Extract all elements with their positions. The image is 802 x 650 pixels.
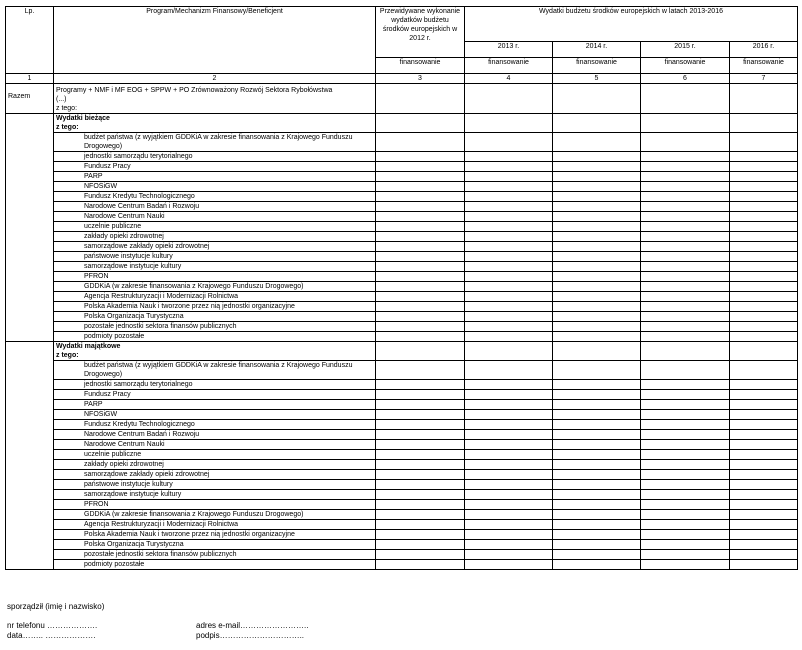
value-cell[interactable] [376, 361, 465, 380]
value-cell[interactable] [641, 262, 730, 272]
value-cell[interactable] [465, 430, 553, 440]
value-cell[interactable] [641, 172, 730, 182]
value-cell[interactable] [553, 192, 641, 202]
value-cell[interactable] [641, 222, 730, 232]
value-cell[interactable] [465, 84, 553, 114]
value-cell[interactable] [730, 520, 798, 530]
value-cell[interactable] [376, 222, 465, 232]
value-cell[interactable] [641, 232, 730, 242]
value-cell[interactable] [553, 114, 641, 133]
value-cell[interactable] [376, 460, 465, 470]
value-cell[interactable] [730, 162, 798, 172]
value-cell[interactable] [641, 390, 730, 400]
value-cell[interactable] [465, 114, 553, 133]
value-cell[interactable] [730, 202, 798, 212]
beneficiary-label: podmioty pozostałe [54, 332, 376, 342]
value-cell[interactable] [641, 114, 730, 133]
value-cell[interactable] [730, 242, 798, 252]
value-cell[interactable] [641, 520, 730, 530]
financing-label: finansowanie [465, 58, 553, 74]
value-cell[interactable] [730, 262, 798, 272]
value-cell[interactable] [641, 560, 730, 570]
value-cell[interactable] [465, 242, 553, 252]
beneficiary-label: samorządowe instytucje kultury [54, 490, 376, 500]
beneficiary-label: Fundusz Pracy [54, 390, 376, 400]
value-cell[interactable] [376, 400, 465, 410]
value-cell[interactable] [730, 302, 798, 312]
value-cell[interactable] [376, 162, 465, 172]
beneficiary-label: budżet państwa (z wyjątkiem GDDKiA w zakresie finansowania z Krajowego Funduszu Drogowego) [54, 361, 376, 380]
header-year-2014: 2014 r. [553, 42, 641, 58]
value-cell[interactable] [730, 390, 798, 400]
value-cell[interactable] [553, 510, 641, 520]
value-cell[interactable] [641, 292, 730, 302]
value-cell[interactable] [465, 560, 553, 570]
value-cell[interactable] [553, 420, 641, 430]
value-cell[interactable] [465, 420, 553, 430]
value-cell[interactable] [465, 490, 553, 500]
header-expected-2012: Przewidywane wykonanie wydatków budżetu środków europejskich w 2012 r. [376, 7, 465, 58]
value-cell[interactable] [465, 152, 553, 162]
value-cell[interactable] [465, 380, 553, 390]
beneficiary-label: jednostki samorządu terytorialnego [54, 152, 376, 162]
value-cell[interactable] [730, 272, 798, 282]
value-cell[interactable] [641, 84, 730, 114]
value-cell[interactable] [641, 361, 730, 380]
value-cell[interactable] [553, 84, 641, 114]
value-cell[interactable] [730, 282, 798, 292]
value-cell[interactable] [376, 114, 465, 133]
value-cell[interactable] [553, 262, 641, 272]
section-title: Wydatki bieżące [56, 115, 110, 122]
value-cell[interactable] [641, 440, 730, 450]
value-cell[interactable] [553, 450, 641, 460]
value-cell[interactable] [465, 302, 553, 312]
value-cell[interactable] [730, 152, 798, 162]
value-cell[interactable] [641, 212, 730, 222]
value-cell[interactable] [376, 232, 465, 242]
signature-field: podpis………………………….. [196, 631, 305, 640]
value-cell[interactable] [641, 242, 730, 252]
value-cell[interactable] [553, 380, 641, 390]
value-cell[interactable] [465, 292, 553, 302]
beneficiary-label: Agencja Restrukturyzacji i Modernizacji Rolnictwa [54, 292, 376, 302]
value-cell[interactable] [553, 242, 641, 252]
value-cell[interactable] [553, 172, 641, 182]
value-cell[interactable] [376, 470, 465, 480]
value-cell[interactable] [553, 162, 641, 172]
value-cell[interactable] [641, 430, 730, 440]
beneficiary-label: zakłady opieki zdrowotnej [54, 460, 376, 470]
value-cell[interactable] [465, 332, 553, 342]
value-cell[interactable] [376, 390, 465, 400]
value-cell[interactable] [553, 390, 641, 400]
value-cell[interactable] [730, 500, 798, 510]
value-cell[interactable] [553, 202, 641, 212]
value-cell[interactable] [376, 302, 465, 312]
value-cell[interactable] [641, 480, 730, 490]
value-cell[interactable] [376, 133, 465, 152]
col-number: 7 [730, 74, 798, 84]
value-cell[interactable] [376, 312, 465, 322]
value-cell[interactable] [553, 322, 641, 332]
value-cell[interactable] [376, 480, 465, 490]
value-cell[interactable] [376, 182, 465, 192]
value-cell[interactable] [465, 222, 553, 232]
lp-cell [6, 114, 54, 342]
value-cell[interactable] [465, 212, 553, 222]
value-cell[interactable] [376, 560, 465, 570]
value-cell[interactable] [465, 470, 553, 480]
value-cell[interactable] [465, 182, 553, 192]
value-cell[interactable] [641, 540, 730, 550]
value-cell[interactable] [376, 282, 465, 292]
value-cell[interactable] [641, 332, 730, 342]
value-cell[interactable] [641, 490, 730, 500]
value-cell[interactable] [553, 550, 641, 560]
value-cell[interactable] [553, 500, 641, 510]
value-cell[interactable] [465, 390, 553, 400]
value-cell[interactable] [465, 400, 553, 410]
value-cell[interactable] [465, 322, 553, 332]
beneficiary-label: GDDKiA (w zakresie finansowania z Krajowego Funduszu Drogowego) [54, 510, 376, 520]
value-cell[interactable] [730, 312, 798, 322]
value-cell[interactable] [641, 152, 730, 162]
beneficiary-label: Polska Organizacja Turystyczna [54, 540, 376, 550]
razem-ellipsis: (...) [56, 96, 67, 103]
value-cell[interactable] [376, 342, 465, 361]
value-cell[interactable] [730, 380, 798, 390]
col-number: 4 [465, 74, 553, 84]
value-cell[interactable] [730, 510, 798, 520]
value-cell[interactable] [730, 192, 798, 202]
prepared-by: sporządził (imię i nazwisko) [7, 602, 105, 611]
value-cell[interactable] [376, 172, 465, 182]
beneficiary-label: państwowe instytucje kultury [54, 480, 376, 490]
value-cell[interactable] [553, 182, 641, 192]
beneficiary-label: uczelnie publiczne [54, 222, 376, 232]
header-lp: Lp. [6, 7, 54, 74]
razem-title: Programy + NMF i MF EOG + SPPW + PO Zrównoważony Rozwój Sektora Rybołówstwa [56, 87, 333, 94]
value-cell[interactable] [730, 84, 798, 114]
value-cell[interactable] [641, 202, 730, 212]
value-cell[interactable] [376, 550, 465, 560]
beneficiary-label: Fundusz Pracy [54, 162, 376, 172]
header-years-title: Wydatki budżetu środków europejskich w latach 2013-2016 [465, 7, 798, 42]
value-cell[interactable] [553, 520, 641, 530]
value-cell[interactable] [376, 262, 465, 272]
col-number: 6 [641, 74, 730, 84]
value-cell[interactable] [641, 302, 730, 312]
razem-label: Razem [6, 84, 54, 114]
beneficiary-label: PARP [54, 400, 376, 410]
budget-table [5, 6, 798, 570]
beneficiary-label: zakłady opieki zdrowotnej [54, 232, 376, 242]
value-cell[interactable] [376, 272, 465, 282]
col-number: 3 [376, 74, 465, 84]
beneficiary-label: samorządowe zakłady opieki zdrowotnej [54, 470, 376, 480]
date-field: data…….. ………………. [7, 631, 96, 640]
value-cell[interactable] [730, 182, 798, 192]
value-cell[interactable] [730, 292, 798, 302]
value-cell[interactable] [465, 540, 553, 550]
beneficiary-label: GDDKiA (w zakresie finansowania z Krajowego Funduszu Drogowego) [54, 282, 376, 292]
value-cell[interactable] [465, 272, 553, 282]
value-cell[interactable] [730, 530, 798, 540]
value-cell[interactable] [553, 400, 641, 410]
value-cell[interactable] [465, 520, 553, 530]
value-cell[interactable] [465, 133, 553, 152]
value-cell[interactable] [730, 540, 798, 550]
value-cell[interactable] [730, 470, 798, 480]
beneficiary-label: budżet państwa (z wyjątkiem GDDKiA w zakresie finansowania z Krajowego Funduszu Drogowego) [54, 133, 376, 152]
value-cell[interactable] [553, 460, 641, 470]
beneficiary-label: Narodowe Centrum Nauki [54, 440, 376, 450]
value-cell[interactable] [553, 292, 641, 302]
beneficiary-label: Polska Akademia Nauk i tworzone przez nią jednostki organizacyjne [54, 302, 376, 312]
value-cell[interactable] [465, 342, 553, 361]
financing-label: finansowanie [641, 58, 730, 74]
value-cell[interactable] [376, 540, 465, 550]
value-cell[interactable] [376, 292, 465, 302]
header-year-2013: 2013 r. [465, 42, 553, 58]
value-cell[interactable] [376, 332, 465, 342]
value-cell[interactable] [465, 192, 553, 202]
value-cell[interactable] [376, 152, 465, 162]
value-cell[interactable] [376, 530, 465, 540]
value-cell[interactable] [465, 282, 553, 292]
value-cell[interactable] [465, 480, 553, 490]
value-cell[interactable] [730, 322, 798, 332]
value-cell[interactable] [465, 252, 553, 262]
value-cell[interactable] [730, 232, 798, 242]
value-cell[interactable] [553, 530, 641, 540]
financing-label: finansowanie [553, 58, 641, 74]
value-cell[interactable] [730, 133, 798, 152]
value-cell[interactable] [376, 242, 465, 252]
value-cell[interactable] [553, 540, 641, 550]
value-cell[interactable] [730, 400, 798, 410]
value-cell[interactable] [376, 212, 465, 222]
value-cell[interactable] [641, 192, 730, 202]
beneficiary-label: Narodowe Centrum Badań i Rozwoju [54, 202, 376, 212]
razem-z-tego: z tego: [56, 105, 78, 112]
phone-field: nr telefonu ………………. [7, 621, 98, 630]
value-cell[interactable] [641, 182, 730, 192]
value-cell[interactable] [730, 450, 798, 460]
value-cell[interactable] [641, 380, 730, 390]
value-cell[interactable] [641, 420, 730, 430]
value-cell[interactable] [376, 520, 465, 530]
value-cell[interactable] [376, 252, 465, 262]
financing-label: finansowanie [730, 58, 798, 74]
value-cell[interactable] [465, 232, 553, 242]
beneficiary-label: Fundusz Kredytu Technologicznego [54, 192, 376, 202]
value-cell[interactable] [553, 212, 641, 222]
value-cell[interactable] [730, 560, 798, 570]
beneficiary-label: pozostałe jednostki sektora finansów publicznych [54, 550, 376, 560]
value-cell[interactable] [641, 252, 730, 262]
beneficiary-label: Fundusz Kredytu Technologicznego [54, 420, 376, 430]
value-cell[interactable] [641, 470, 730, 480]
header-year-2015: 2015 r. [641, 42, 730, 58]
value-cell[interactable] [641, 322, 730, 332]
email-field: adres e-mail…………………….. [196, 621, 309, 630]
value-cell[interactable] [641, 550, 730, 560]
col-number: 5 [553, 74, 641, 84]
value-cell[interactable] [641, 162, 730, 172]
value-cell[interactable] [641, 530, 730, 540]
value-cell[interactable] [376, 450, 465, 460]
value-cell[interactable] [465, 460, 553, 470]
value-cell[interactable] [376, 430, 465, 440]
value-cell[interactable] [553, 470, 641, 480]
beneficiary-label: Agencja Restrukturyzacji i Modernizacji Rolnictwa [54, 520, 376, 530]
value-cell[interactable] [730, 480, 798, 490]
value-cell[interactable] [730, 222, 798, 232]
value-cell[interactable] [465, 162, 553, 172]
beneficiary-label: NFOŚiGW [54, 410, 376, 420]
beneficiary-label: PFRON [54, 500, 376, 510]
value-cell[interactable] [641, 272, 730, 282]
col-number: 2 [54, 74, 376, 84]
value-cell[interactable] [641, 510, 730, 520]
value-cell[interactable] [553, 430, 641, 440]
value-cell[interactable] [553, 222, 641, 232]
beneficiary-label: samorządowe zakłady opieki zdrowotnej [54, 242, 376, 252]
value-cell[interactable] [376, 500, 465, 510]
value-cell[interactable] [641, 342, 730, 361]
beneficiary-label: Narodowe Centrum Nauki [54, 212, 376, 222]
beneficiary-label: PFRON [54, 272, 376, 282]
value-cell[interactable] [553, 312, 641, 322]
razem-title-cell [54, 84, 376, 114]
beneficiary-label: pozostałe jednostki sektora finansów publicznych [54, 322, 376, 332]
value-cell[interactable] [641, 282, 730, 292]
value-cell[interactable] [641, 400, 730, 410]
value-cell[interactable] [376, 192, 465, 202]
lp-cell [6, 342, 54, 570]
beneficiary-label: PARP [54, 172, 376, 182]
value-cell[interactable] [641, 460, 730, 470]
value-cell[interactable] [730, 420, 798, 430]
financing-label: finansowanie [376, 58, 465, 74]
value-cell[interactable] [465, 550, 553, 560]
value-cell[interactable] [641, 500, 730, 510]
value-cell[interactable] [376, 510, 465, 520]
value-cell[interactable] [465, 172, 553, 182]
value-cell[interactable] [641, 410, 730, 420]
beneficiary-label: Polska Organizacja Turystyczna [54, 312, 376, 322]
value-cell[interactable] [730, 490, 798, 500]
value-cell[interactable] [730, 172, 798, 182]
value-cell[interactable] [553, 302, 641, 312]
value-cell[interactable] [553, 272, 641, 282]
value-cell[interactable] [376, 410, 465, 420]
beneficiary-label: jednostki samorządu terytorialnego [54, 380, 376, 390]
section-heading [54, 342, 376, 361]
value-cell[interactable] [553, 490, 641, 500]
value-cell[interactable] [730, 361, 798, 380]
section-heading [54, 114, 376, 133]
value-cell[interactable] [553, 152, 641, 162]
value-cell[interactable] [376, 84, 465, 114]
value-cell[interactable] [553, 232, 641, 242]
value-cell[interactable] [376, 202, 465, 212]
header-program: Program/Mechanizm Finansowy/Beneficjent [54, 7, 376, 74]
value-cell[interactable] [553, 252, 641, 262]
value-cell[interactable] [465, 500, 553, 510]
beneficiary-label: samorządowe instytucje kultury [54, 262, 376, 272]
value-cell[interactable] [376, 490, 465, 500]
value-cell[interactable] [641, 312, 730, 322]
value-cell[interactable] [641, 450, 730, 460]
value-cell[interactable] [465, 410, 553, 420]
value-cell[interactable] [553, 282, 641, 292]
value-cell[interactable] [465, 530, 553, 540]
value-cell[interactable] [465, 440, 553, 450]
value-cell[interactable] [730, 440, 798, 450]
value-cell[interactable] [376, 380, 465, 390]
value-cell[interactable] [465, 510, 553, 520]
value-cell[interactable] [730, 114, 798, 133]
value-cell[interactable] [730, 332, 798, 342]
section-z-tego: z tego: [56, 352, 79, 359]
value-cell[interactable] [465, 262, 553, 272]
col-number: 1 [6, 74, 54, 84]
value-cell[interactable] [730, 342, 798, 361]
value-cell[interactable] [553, 332, 641, 342]
beneficiary-label: państwowe instytucje kultury [54, 252, 376, 262]
value-cell[interactable] [553, 133, 641, 152]
value-cell[interactable] [376, 440, 465, 450]
section-z-tego: z tego: [56, 124, 79, 131]
value-cell[interactable] [376, 420, 465, 430]
value-cell[interactable] [553, 361, 641, 380]
beneficiary-label: Narodowe Centrum Badań i Rozwoju [54, 430, 376, 440]
value-cell[interactable] [465, 312, 553, 322]
beneficiary-label: uczelnie publiczne [54, 450, 376, 460]
value-cell[interactable] [730, 550, 798, 560]
value-cell[interactable] [730, 252, 798, 262]
value-cell[interactable] [553, 342, 641, 361]
value-cell[interactable] [553, 410, 641, 420]
value-cell[interactable] [465, 202, 553, 212]
value-cell[interactable] [553, 480, 641, 490]
header-year-2016: 2016 r. [730, 42, 798, 58]
value-cell[interactable] [730, 410, 798, 420]
value-cell[interactable] [730, 212, 798, 222]
beneficiary-label: podmioty pozostałe [54, 560, 376, 570]
value-cell[interactable] [730, 460, 798, 470]
value-cell[interactable] [730, 430, 798, 440]
section-title: Wydatki majątkowe [56, 343, 121, 350]
value-cell[interactable] [465, 450, 553, 460]
value-cell[interactable] [553, 560, 641, 570]
beneficiary-label: NFOŚiGW [54, 182, 376, 192]
value-cell[interactable] [641, 133, 730, 152]
value-cell[interactable] [465, 361, 553, 380]
beneficiary-label: Polska Akademia Nauk i tworzone przez nią jednostki organizacyjne [54, 530, 376, 540]
value-cell[interactable] [376, 322, 465, 332]
value-cell[interactable] [553, 440, 641, 450]
